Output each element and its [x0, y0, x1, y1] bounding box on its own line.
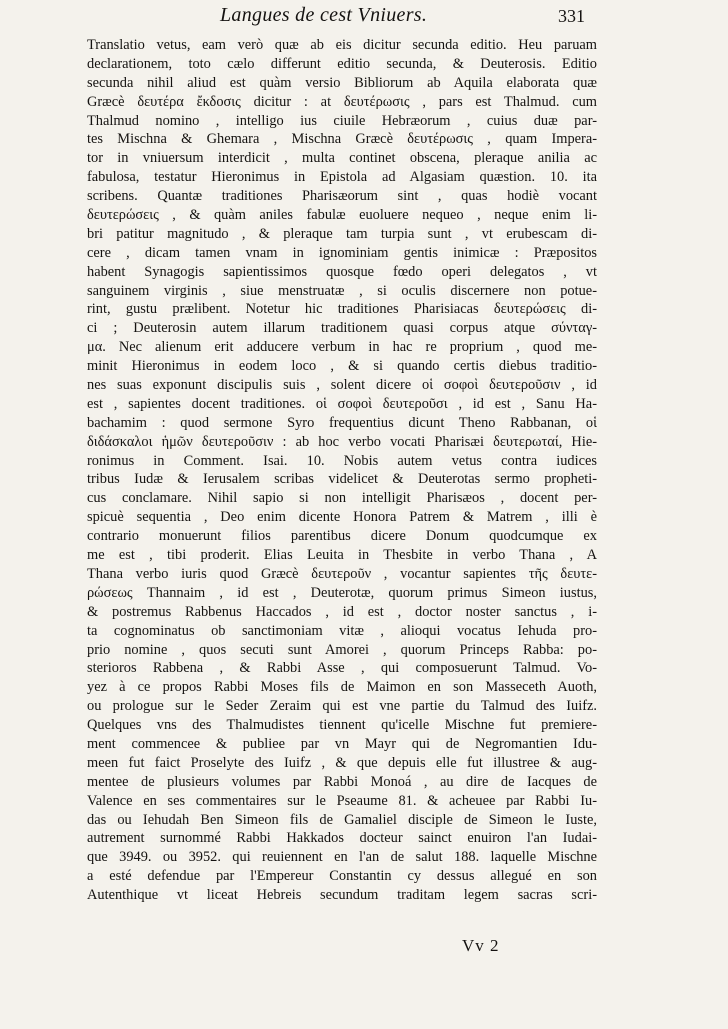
text-line: tribus Iudæ & Ierusalem scribas videlicet & Deuterotas sermo propheti- [87, 471, 597, 488]
text-line: δευτερώσεις , & quàm aniles fabulæ euoluere nequeo , neque enim li- [87, 207, 597, 224]
text-line: μα. Nec alienum erit adducere verbum in hac re proprium , quod me- [87, 339, 597, 356]
text-line: & postremus Rabbenus Haccados , id est , doctor noster sanctus , i- [87, 603, 597, 620]
text-line: διδάσκαλοι ἡμῶν δευτεροῦσιν : ab hoc verbo vocati Pharisæi δευτερωταί, Hie- [87, 433, 597, 450]
text-line: Autenthique vt liceat Hebreis secundum traditam legem sacras scri- [87, 887, 597, 904]
text-line: ρώσεως Thannaim , id est , Deuterotæ, quorum primus Simeon iustus, [87, 584, 597, 601]
text-line: declarationem, toto cælo differunt editio secunda, & Deuterosis. Editio [87, 55, 597, 72]
text-line: Translatio vetus, eam verò quæ ab eis dicitur secunda editio. Heu paruam [87, 37, 597, 53]
text-line: bachamim : quod sermone Syro frequentius dicunt Theno Rabbanan, οἱ [87, 414, 597, 431]
text-line: Quelques vns des Thalmudistes tiennent qu'icelle Mischne fut premiere- [87, 717, 597, 734]
text-line: nes suas exponunt discipulis suis , solent dicere οἱ σοφοὶ δευτεροῦσιν , id [87, 377, 597, 394]
text-line: scribens. Quantæ traditiones Pharisæorum sint , quas hodiè vocant [87, 188, 597, 205]
page-number: 331 [558, 6, 585, 26]
text-line: cus conclamare. Nihil sapio si non intelligit Pharisæos , docent per- [87, 490, 597, 507]
text-line: cere , dicam tamen vnam in ignominiam gentis inimicæ : Præpositos [87, 244, 597, 261]
text-line: spicuè sequentia , Deo enim dicente Honora Patrem & Matrem , illi è [87, 509, 597, 526]
signature-mark: Vv 2 [462, 936, 500, 955]
text-line: me est , tibi proderit. Elias Leuita in Thesbite in verbo Thana , A [87, 547, 597, 564]
text-line: mentee de plusieurs volumes par Rabbi Monoá , au dire de Iacques de [87, 773, 597, 790]
text-line: ment commencee & publiee par vn Mayr qui de Negromantien Idu- [87, 735, 597, 752]
text-line: autrement surnommé Rabbi Hakkados docteur sainct enuiron l'an Iudai- [87, 830, 597, 847]
text-line: tes Mischna & Ghemara , Mischna Græcè δευτέρωσις , quam Impera- [87, 131, 597, 148]
text-line: ou prologue sur le Seder Zeraim qui est vne partie du Talmud des Iuifz. [87, 698, 597, 715]
text-line: secunda nihil aliud est quàm versio Bibliorum ab Aquila elaborata quæ [87, 74, 597, 91]
text-line: rint, gustu prælibent. Notetur hic traditiones Pharisiacas δευτερώσεις di- [87, 301, 597, 318]
text-line: est , sapientes docent traditiones. οἱ σοφοὶ δευτεροῦσι , id est , Sanu Ha- [87, 395, 597, 412]
running-head-title: Langues de cest Vniuers. [220, 4, 428, 26]
text-line: contrario monuerunt filios parentibus dicere Donum quodcumque ex [87, 528, 597, 545]
running-head [0, 4, 728, 34]
text-line: sterioros Rabbena , & Rabbi Asse , qui composuerunt Talmud. Vo- [87, 660, 597, 677]
text-line: tor in vniuersum interdicit , multa continet obscena, pleraque anilia ac [87, 150, 597, 167]
text-line: minit Hieronimus in eodem loco , & si quando certis diebus traditio- [87, 358, 597, 375]
text-line: a esté defendue par l'Empereur Constantin cy dessus allegué en son [87, 868, 597, 885]
text-line: que 3949. ou 3952. qui reuiennent en l'an de salut 188. laquelle Mischne [87, 849, 597, 866]
text-line: Valence en ses commentaires sur le Pseaume 81. & acheuee par Rabbi Iu- [87, 792, 597, 809]
text-line: prio nomine , quos secuti sunt Amorei , quorum Princeps Rabba: po- [87, 641, 597, 658]
text-line: fabulosa, testatur Hieronimus in Epistola ad Algasiam quæstion. 10. ita [87, 169, 597, 186]
text-line: das ou Iehudah Ben Simeon fils de Gamaliel disciple de Simeon le Iuste, [87, 811, 597, 828]
text-line: Thalmud nomino , intelligo ius ciuile Hebræorum , cuius duæ par- [87, 112, 597, 129]
text-line: Thana verbo iuris quod Græcè δευτεροῦν , vocantur sapientes τῆς δευτε- [87, 565, 597, 582]
text-line: ronimus in Comment. Isai. 10. Nobis autem vetus contra iudices [87, 452, 597, 469]
text-line: habent Synagogis sapientissimos quosque fœdo operi delegatos , vt [87, 263, 597, 280]
text-line: ci ; Deuterosin autem illarum traditionem quasi corpus atque σύνταγ- [87, 320, 597, 337]
text-line: meen fut faict Proselyte des Iuifz , & que depuis elle fut illustree & aug- [87, 754, 597, 771]
body-text [87, 36, 597, 905]
text-line: sanguinem virginis , siue menstruatæ , si oculis discernere non potue- [87, 282, 597, 299]
text-line: Græcè δευτέρα ἔκδοσις dicitur : at δευτέρωσις , pars est Thalmud. cum [87, 93, 597, 110]
text-line: yez à ce propos Rabbi Moses fils de Maimon en son Masseceth Auoth, [87, 679, 597, 696]
text-line: bri patitur magnitudo , & pleraque tam turpia sunt , vt erubescam di- [87, 225, 597, 242]
text-line: ta cognominatus ob sanctimoniam vitæ , alioqui vocatus Iehuda pro- [87, 622, 597, 639]
